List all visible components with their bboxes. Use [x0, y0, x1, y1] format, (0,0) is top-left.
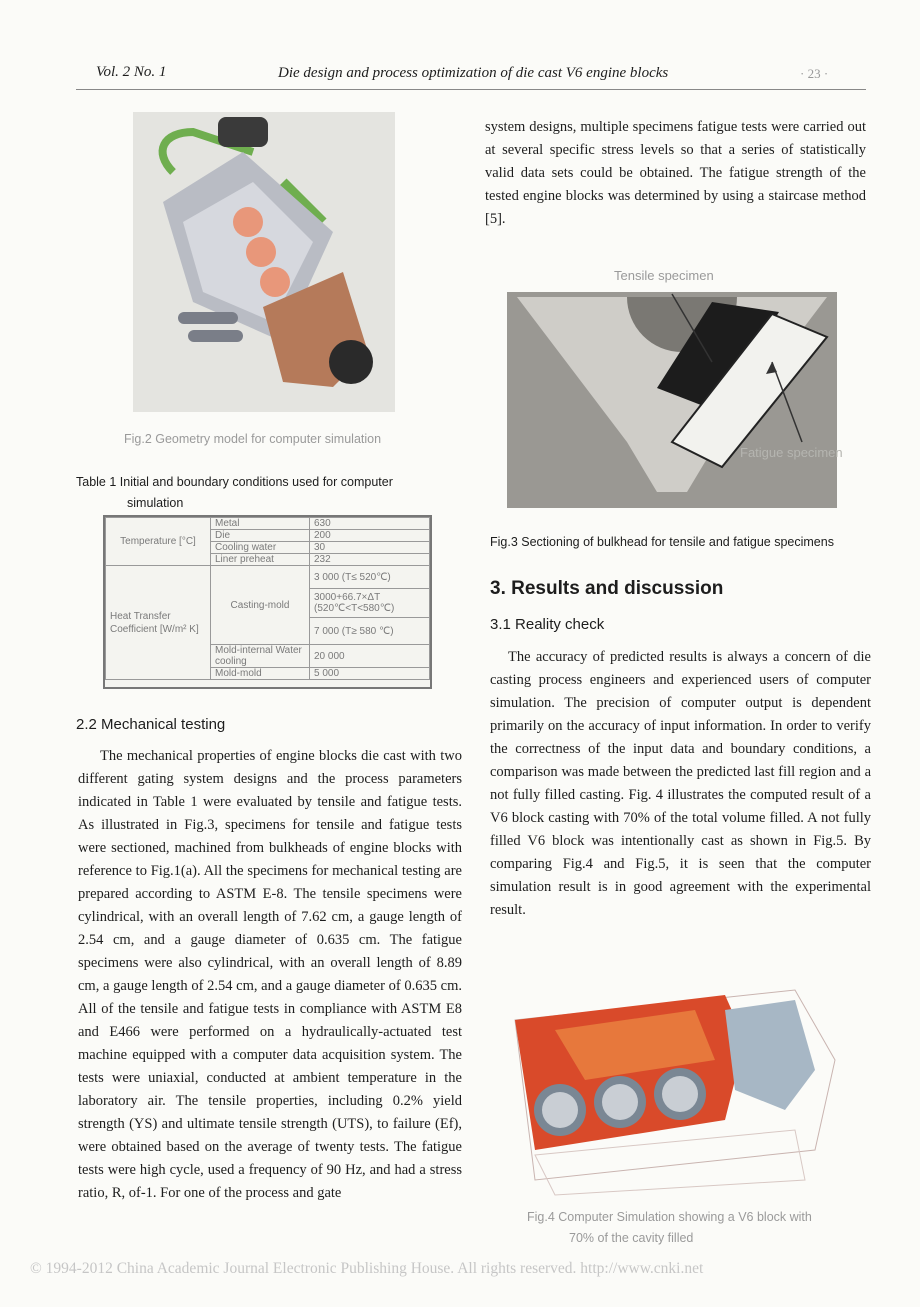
temp-row-name: Metal	[211, 518, 310, 530]
copyright-footer: © 1994-2012 China Academic Journal Electronic Publishing House. All rights reserved. http://www.cnki.net	[30, 1260, 704, 1277]
fig2-geometry-model-image	[133, 112, 395, 412]
running-title: Die design and process optimization of die cast V6 engine blocks	[278, 65, 669, 81]
table1-caption-line1: Table 1 Initial and boundary conditions used for computer	[76, 475, 393, 489]
temp-row-value: 200	[310, 530, 430, 542]
section-2-2-heading: 2.2 Mechanical testing	[76, 716, 226, 733]
fig3-caption: Fig.3 Sectioning of bulkhead for tensile and fatigue specimens	[490, 535, 834, 549]
temp-row-name: Liner preheat	[211, 554, 310, 566]
fig4-caption-line2: 70% of the cavity filled	[569, 1231, 694, 1245]
fig4-caption-line1: Fig.4 Computer Simulation showing a V6 block with	[527, 1210, 812, 1224]
temp-row-value: 232	[310, 554, 430, 566]
fig3-bulkhead-image	[507, 292, 837, 508]
fig3-label-tensile: Tensile specimen	[614, 268, 714, 283]
section-3-1-heading: 3.1 Reality check	[490, 616, 605, 633]
mold-mold-value: 5 000	[310, 668, 430, 680]
casting-mold-value: 3 000 (T≤ 520℃)	[310, 566, 430, 589]
section-3-heading: 3. Results and discussion	[490, 578, 724, 599]
casting-mold-value: 3000+66.7×ΔT (520℃<T<580℃)	[310, 589, 430, 618]
conditions-table	[105, 517, 430, 680]
section-2-2-paragraph: The mechanical properties of engine blocks die cast with two different gating system designs and the process parameters indicated in Table 1 were evaluated by tensile and fatigue tests. As illustrated in Fig.3, specimens for tensile and fatigue tests were sectioned, machined from bulkheads of engine blocks with reference to Fig.1(a). All the specimens for mechanical testing are prepared according to ASTM E-8. The tensile specimens were cylindrical, with an overall length of 7.62 cm, a gauge length of 2.54 cm, and a gauge diameter of 0.635 cm. The fatigue specimens were also cylindrical, with an overall length of 8.89 cm, a gauge length of 2.54 cm, and a gauge diameter of 0.635 cm. All of the tensile and fatigue tests in compliance with ASTM E8 and E466 were performed on a hydraulically-actuated test machine equipped with a computer data acquisition system. The tests were uniaxial, conducted at ambient temperature in the laboratory air. The tensile properties, including 0.2% yield strength (YS) and ultimate tensile strength (UTS), to failure (Ef), were obtained based on the average of twenty tests. The fatigue tests were high cycle, used a frequency of 90 Hz, and had a stress ratio, R, of-1. For one of the process and gate	[78, 748, 462, 1201]
casting-mold-label: Casting-mold	[211, 566, 310, 645]
table1-conditions	[103, 515, 432, 689]
fig4-simulation-image	[495, 980, 841, 1200]
mold-internal-label: Mold-internal Water cooling	[211, 645, 310, 668]
temperature-label: Temperature [°C]	[106, 518, 211, 566]
mold-mold-label: Mold-mold	[211, 668, 310, 680]
table1-caption-line2: simulation	[127, 496, 184, 510]
header-rule	[76, 89, 866, 90]
temp-row-name: Die	[211, 530, 310, 542]
mold-internal-value: 20 000	[310, 645, 430, 668]
section-3-1-paragraph: The accuracy of predicted results is always a concern of die casting process engineers and experienced users of computer simulation. The precision of computer output is dependent primarily on the accuracy of input information. In order to verify the correctness of the input data and boundary conditions, a comparison was made between the predicted last fill region and a not fully filled casting. Fig. 4 illustrates the computed result of a V6 block casting with 70% of the total volume filled. A not fully filled V6 block was intentionally cast as shown in Fig.5. By comparing Fig.4 and Fig.5, it is seen that the computer simulation result is in good agreement with the experimental result.	[490, 649, 871, 918]
page-number: · 23 ·	[800, 66, 829, 81]
fatigue-paragraph: system designs, multiple specimens fatigue tests were carried out at several specific stress levels so that a series of statistically valid data sets could be obtained. The fatigue strength of the tested engine blocks was determined by using a staircase method [5].	[485, 119, 866, 227]
temp-row-value: 30	[310, 542, 430, 554]
volume-number: Vol. 2 No. 1	[96, 64, 167, 80]
casting-mold-value: 7 000 (T≥ 580 ℃)	[310, 618, 430, 645]
temp-row-name: Cooling water	[211, 542, 310, 554]
fig2-caption: Fig.2 Geometry model for computer simulation	[124, 432, 382, 446]
htc-label: Heat Transfer Coefficient [W/m² K]	[106, 566, 211, 680]
temp-row-value: 630	[310, 518, 430, 530]
fig3-label-fatigue: Fatigue specimen	[740, 445, 843, 460]
